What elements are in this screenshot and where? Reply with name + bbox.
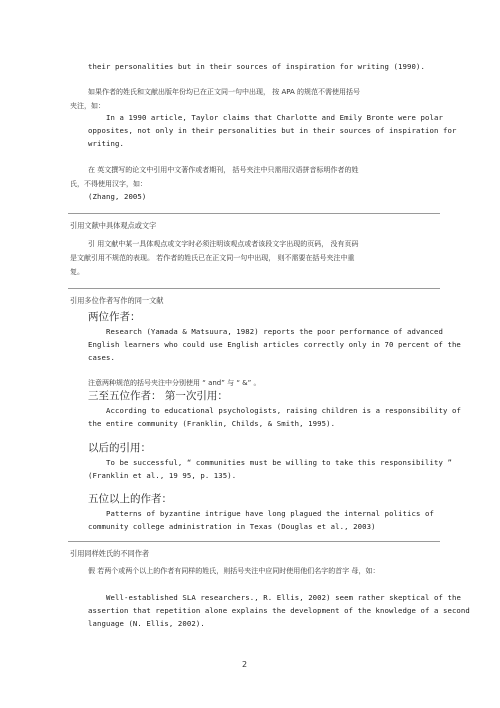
text-line: writing. <box>88 139 124 148</box>
text-line: 在 英文撰写的论文中引用中文著作或者期刊， 括号夹注中只需用汉语拼音标明作者的姓 <box>88 166 359 174</box>
text-line: community college administration in Texas (Douglas et al., 2003) <box>88 522 376 531</box>
text-line: Research (Yamada & Matsuura, 1982) reports the poor performance of advanced <box>106 327 443 336</box>
text-line: 夹注，如： <box>70 102 105 110</box>
text-line: assertion that repetition alone explains the development of the knowledge of a second <box>88 606 470 615</box>
section-heading: 引用文献中具体观点或文字 <box>70 221 157 230</box>
subheading: 两位作者： <box>88 311 141 323</box>
subheading: 三至五位作者： 第一次引用： <box>88 390 228 402</box>
text-line: To be successful, “ communities must be willing to take this responsibility ” <box>106 458 452 467</box>
section-divider <box>68 288 440 289</box>
text-line: English learners who could use English articles correctly only in 70 percent of the <box>88 340 461 349</box>
text-line: opposites, not only in their personalities but in their sources of inspiration for <box>88 126 457 135</box>
text-line: In a 1990 article, Taylor claims that Charlotte and Emily Bronte were polar <box>106 113 443 122</box>
section-heading: 引用多位作者写作的同一文献 <box>70 296 164 305</box>
text-line: Well-established SLA researchers., R. Ellis, 2002) seem rather skeptical of the <box>106 593 461 602</box>
text-line: 复。 <box>70 268 84 276</box>
text-line: cases. <box>88 353 115 362</box>
text-line: 氏，不得使用汉字，如： <box>70 180 147 188</box>
section-heading: 引用同样姓氏的不同作者 <box>70 549 150 558</box>
subheading: 五位以上的作者： <box>88 493 172 505</box>
section-divider <box>68 213 440 214</box>
text-line: 如果作者的姓氏和文献出版年份均已在正文同一句中出现， 按 APA 的规范不需使用括号 <box>88 88 361 96</box>
text-line: (Zhang, 2005) <box>88 192 147 201</box>
text-line: Patterns of byzantine intrigue have long plagued the internal politics of <box>106 509 434 518</box>
text-line: 是文献引用不规范的表现。 若作者的姓氏已在正文同一句中出现， 则不需要在括号夹注中重 <box>70 254 355 262</box>
text-line: 引 用文献中某一具体观点或文字时必须注明该观点或者该段文字出现的页码， 没有页码 <box>88 240 359 248</box>
subheading: 以后的引用： <box>88 442 151 454</box>
text-line: the entire community (Franklin, Childs, & Smith, 1995). <box>88 419 336 428</box>
page-number: 2 <box>242 660 248 669</box>
text-line: (Franklin et al., 19 95, p. 135). <box>88 471 237 480</box>
text-line: language (N. Ellis, 2002). <box>88 619 205 628</box>
text-line: their personalities but in their sources of inspiration for writing (1990). <box>88 62 425 71</box>
text-line: According to educational psychologists, raising children is a responsibility of <box>106 406 461 415</box>
section-divider <box>68 541 440 542</box>
text-line: 注意两种规范的括号夹注中分别使用 “ and” 与 “ &” 。 <box>88 379 261 387</box>
text-line: 假 若两个或两个以上的作者有同样的姓氏，则括号夹注中应同时使用他们名字的首字 母，如： <box>88 567 380 575</box>
